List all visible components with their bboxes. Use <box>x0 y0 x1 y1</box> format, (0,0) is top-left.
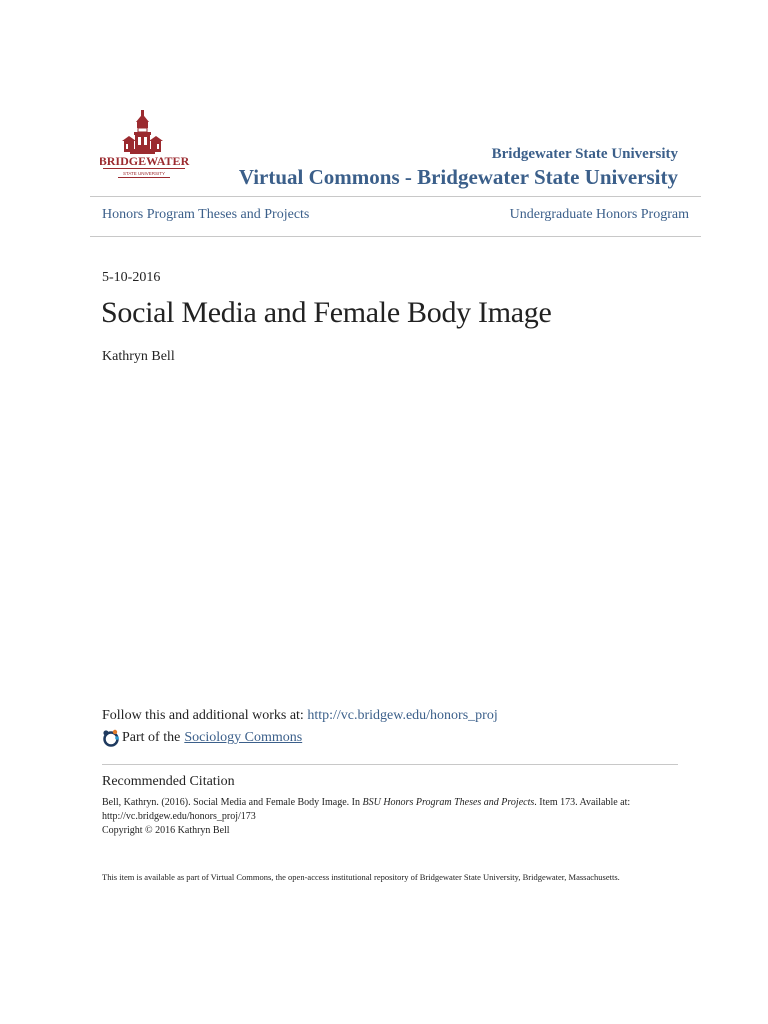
follow-line <box>102 708 498 724</box>
commons-name[interactable]: Virtual Commons - Bridgewater State University <box>238 165 678 189</box>
svg-text:BRIDGEWATER: BRIDGEWATER <box>100 154 190 168</box>
part-of-line <box>102 729 302 747</box>
citation-suffix: . Item 173. Available at: <box>534 797 631 808</box>
document-author: Kathryn Bell <box>102 349 175 364</box>
publication-date: 5-10-2016 <box>102 270 161 285</box>
citation-prefix: Bell, Kathryn. (2016). Social Media and Female Body Image. In <box>102 797 363 808</box>
repository-note: This item is available as part of Virtual Commons, the open-access institutional repository of Bridgewater State University, Bridgewater, Massachusetts. <box>102 872 620 882</box>
logo-tower-icon <box>100 108 190 184</box>
citation-series: BSU Honors Program Theses and Projects <box>362 797 535 808</box>
citation-url[interactable]: http://vc.bridgew.edu/honors_proj/173 <box>102 811 256 822</box>
nav-divider <box>90 236 701 237</box>
honors-theses-link[interactable]: Honors Program Theses and Projects <box>102 207 310 222</box>
bridgewater-logo[interactable] <box>100 108 190 184</box>
sociology-commons-link[interactable]: Sociology Commons <box>184 730 303 745</box>
citation-divider <box>102 764 678 765</box>
document-title: Social Media and Female Body Image <box>101 296 552 329</box>
citation-text <box>102 796 682 838</box>
svg-text:STATE UNIVERSITY: STATE UNIVERSITY <box>122 171 166 176</box>
header-divider <box>90 196 701 197</box>
citation-copyright: Copyright © 2016 Kathryn Bell <box>102 825 230 836</box>
university-name[interactable]: Bridgewater State University <box>491 146 678 162</box>
recommended-citation-heading: Recommended Citation <box>102 774 235 789</box>
network-icon <box>102 729 120 747</box>
follow-label: Follow this and additional works at: <box>102 708 308 723</box>
honors-program-link[interactable]: Undergraduate Honors Program <box>509 207 689 222</box>
repository-header <box>239 145 678 190</box>
follow-url-link[interactable]: http://vc.bridgew.edu/honors_proj <box>307 708 498 723</box>
citation-line-1 <box>102 796 682 810</box>
part-of-label: Part of the <box>122 730 181 745</box>
